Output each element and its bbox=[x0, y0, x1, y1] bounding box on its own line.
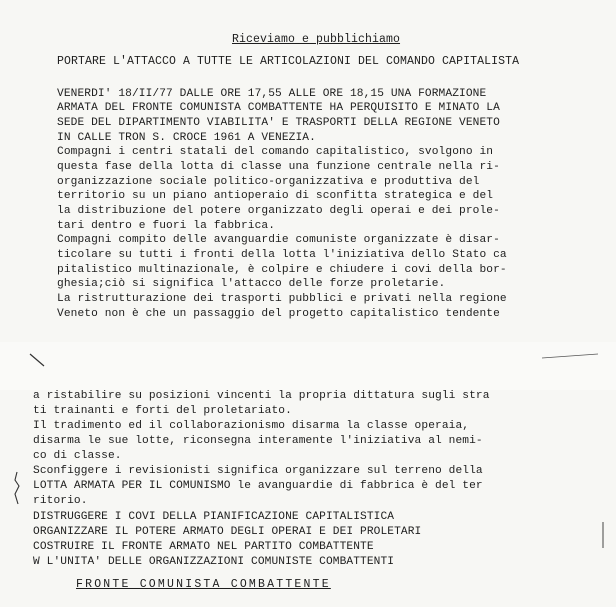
document-title: Riceviamo e pubblichiamo bbox=[232, 33, 401, 46]
text-line: tari dentro e fuori la fabbrica. bbox=[57, 220, 276, 232]
scan-mark bbox=[28, 350, 48, 370]
text-line: disarma le sue lotte, riconsegna interamente l'iniziativa al nemi- bbox=[33, 435, 483, 447]
scan-mark bbox=[598, 520, 608, 550]
text-line: pitalistico multinazionale, è colpire e chiudere i covi della bor- bbox=[57, 264, 507, 276]
text-line: a ristabilire su posizioni vincenti la propria dittatura sugli stra bbox=[33, 390, 490, 402]
document-heading: PORTARE L'ATTACCO A TUTTE LE ARTICOLAZIONI DEL COMANDO CAPITALISTA bbox=[57, 55, 520, 68]
text-line: VENERDI' 18/II/77 DALLE ORE 17,55 ALLE ORE 18,15 UNA FORMAZIONE bbox=[57, 88, 487, 100]
text-line: IN CALLE TRON S. CROCE 1961 A VENEZIA. bbox=[57, 132, 316, 144]
text-line: Il tradimento ed il collaborazionismo disarma la classe operaia, bbox=[33, 420, 470, 432]
text-line: Veneto non è che un passaggio del progetto capitalistico tendente bbox=[57, 308, 500, 320]
text-line: co di classe. bbox=[33, 450, 122, 462]
page-gap bbox=[0, 342, 616, 390]
text-line: La ristrutturazione dei trasporti pubblici e privati nella regione bbox=[57, 293, 507, 305]
text-line: la distribuzione del potere organizzato degli operai e dei prole- bbox=[57, 205, 500, 217]
text-line: ti trainanti e forti del proletariato. bbox=[33, 405, 292, 417]
text-line: ARMATA DEL FRONTE COMUNISTA COMBATTENTE HA PERQUISITO E MINATO LA bbox=[57, 102, 500, 114]
text-line: COSTRUIRE IL FRONTE ARMATO NEL PARTITO COMBATTENTE bbox=[33, 541, 374, 553]
text-line: DISTRUGGERE I COVI DELLA PIANIFICAZIONE CAPITALISTICA bbox=[33, 511, 395, 523]
text-line: ticolare su tutti i fronti della lotta l'iniziativa dello Stato ca bbox=[57, 249, 507, 261]
text-line: LOTTA ARMATA PER IL COMUNISMO le avanguardie di fabbrica è del ter bbox=[33, 480, 483, 492]
text-line: questa fase della lotta di classe una funzione centrale nella ri- bbox=[57, 161, 500, 173]
scan-mark bbox=[540, 350, 600, 362]
text-line: Compagni i centri statali del comando capitalistico, svolgono in bbox=[57, 146, 494, 158]
text-line: territorio su un piano antioperaio di sconfitta strategica e del bbox=[57, 190, 494, 202]
scan-mark bbox=[10, 470, 24, 506]
text-line: W L'UNITA' DELLE ORGANIZZAZIONI COMUNISTE COMBATTENTI bbox=[33, 556, 395, 568]
text-line: ghesia;ciò si significa l'attacco delle forze proletarie. bbox=[57, 278, 446, 290]
text-line: Sconfiggere i revisionisti significa organizzare sul terreno della bbox=[33, 465, 483, 477]
text-line: organizzazione sociale politico-organizzativa e produttiva del bbox=[57, 176, 480, 188]
text-line: ORGANIZZARE IL POTERE ARMATO DEGLI OPERAI E DEI PROLETARI bbox=[33, 526, 422, 538]
text-line: Compagni compito delle avanguardie comuniste organizzate è disar- bbox=[57, 234, 500, 246]
signature: FRONTE COMUNISTA COMBATTENTE bbox=[76, 578, 331, 591]
text-line: ritorio. bbox=[33, 495, 88, 507]
text-line: SEDE DEL DIPARTIMENTO VIABILITA' E TRASPORTI DELLA REGIONE VENETO bbox=[57, 117, 500, 129]
